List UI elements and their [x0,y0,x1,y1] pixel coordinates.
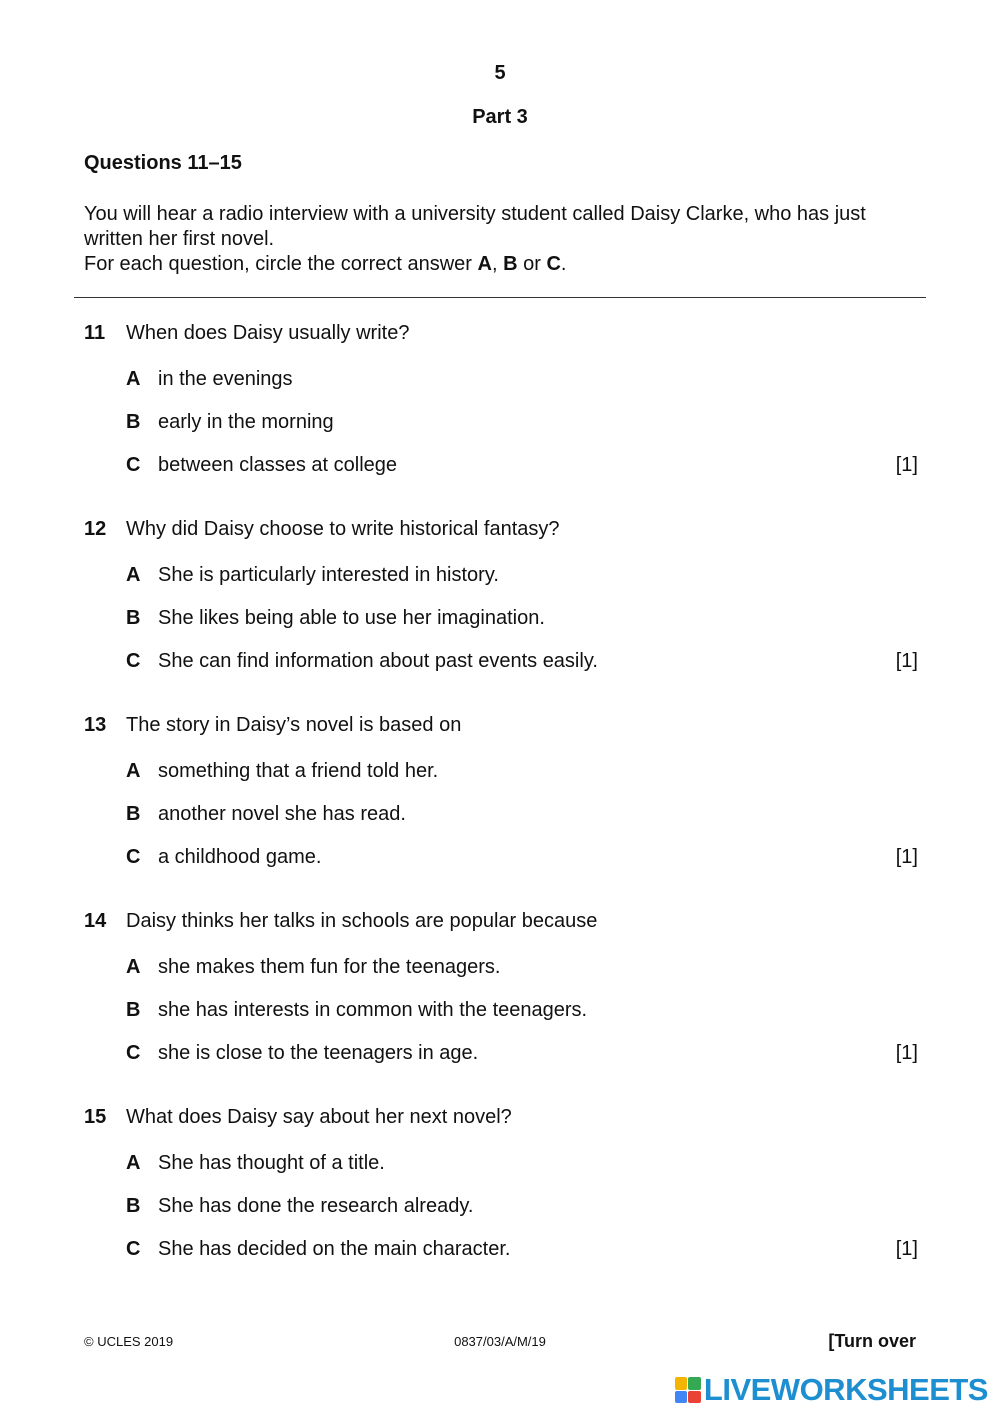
option-text: She can find information about past events easily. [158,650,598,672]
option-letter: A [126,368,141,390]
instructions-line-1: You will hear a radio interview with a university student called Daisy Clarke, who has just written her first novel. [84,203,866,250]
logo-square [688,1377,701,1390]
liveworksheets-watermark [675,1372,988,1408]
option-text: She is particularly interested in history. [158,564,499,586]
mark-allocation: [1] [895,454,918,476]
mark-allocation: [1] [895,1238,918,1260]
mark-allocation: [1] [895,846,918,868]
instructions-separator: or [517,253,547,275]
option-text: she makes them fun for the teenagers. [158,956,501,978]
option-letter: A [126,760,141,782]
instructions-separator: , [491,253,504,275]
question-number: 14 [84,910,107,932]
paper-code: 0837/03/A/M/19 [454,1334,546,1349]
copyright: © UCLES 2019 [84,1334,174,1349]
instructions [84,202,884,277]
option-c[interactable] [126,452,397,478]
questions-range-heading: Questions 11–15 [84,152,242,174]
option-c[interactable] [126,1040,478,1066]
option-a[interactable] [126,366,293,392]
option-c[interactable] [126,1236,510,1262]
question-11 [84,320,918,500]
instructions-option-a: A [477,253,492,275]
option-text: She has thought of a title. [158,1152,385,1174]
option-a[interactable] [126,1150,385,1176]
option-text: She has done the research already. [158,1195,474,1217]
option-c[interactable] [126,844,321,870]
option-letter: B [126,1195,141,1217]
mark-allocation: [1] [895,650,918,672]
question-number: 15 [84,1106,107,1128]
question-text: Why did Daisy choose to write historical fantasy? [126,518,560,540]
mark-allocation: [1] [895,1042,918,1064]
page-number: 5 [494,62,506,84]
turn-over-label: [Turn over [828,1331,916,1351]
option-b[interactable] [126,605,545,631]
option-text: early in the morning [158,411,334,433]
option-letter: C [126,650,141,672]
question-text: Daisy thinks her talks in schools are popular because [126,910,598,932]
question-13 [84,712,918,892]
option-letter: C [126,454,141,476]
logo-square [675,1377,688,1390]
divider [74,297,926,298]
option-b[interactable] [126,997,587,1023]
option-letter: B [126,803,141,825]
question-text: The story in Daisy’s novel is based on [126,714,462,736]
option-letter: B [126,999,141,1021]
option-letter: A [126,564,141,586]
option-text: in the evenings [158,368,293,390]
option-letter: A [126,1152,141,1174]
question-12 [84,516,918,696]
option-text: She likes being able to use her imagination. [158,607,545,629]
option-b[interactable] [126,1193,473,1219]
option-text: she is close to the teenagers in age. [158,1042,479,1064]
option-letter: C [126,1238,141,1260]
instructions-line-2 [84,252,884,277]
option-text: something that a friend told her. [158,760,439,782]
option-letter: B [126,607,141,629]
instructions-option-c: C [546,253,561,275]
instructions-option-b: B [503,253,518,275]
option-text: a childhood game. [158,846,322,868]
option-text: between classes at college [158,454,398,476]
logo-square [688,1391,701,1404]
option-text: She has decided on the main character. [158,1238,511,1260]
option-a[interactable] [126,758,438,784]
option-a[interactable] [126,954,500,980]
part-title: Part 3 [472,106,528,128]
option-letter: B [126,411,141,433]
option-text: she has interests in common with the teenagers. [158,999,588,1021]
instructions-end: . [560,253,567,275]
question-number: 11 [84,322,106,344]
logo-square [675,1391,688,1404]
question-14 [84,908,918,1088]
liveworksheets-logo-text: LIVEWORKSHEETS [703,1372,988,1407]
option-letter: A [126,956,141,978]
question-text: When does Daisy usually write? [126,322,410,344]
option-b[interactable] [126,409,334,435]
question-number: 12 [84,518,107,540]
liveworksheets-logo-icon [675,1377,701,1403]
option-a[interactable] [126,562,499,588]
option-c[interactable] [126,648,598,674]
option-text: another novel she has read. [158,803,406,825]
question-text: What does Daisy say about her next novel? [126,1106,512,1128]
option-letter: C [126,1042,141,1064]
question-number: 13 [84,714,107,736]
question-15 [84,1104,918,1284]
option-letter: C [126,846,141,868]
instructions-prefix: For each question, circle the correct answer [84,253,478,275]
option-b[interactable] [126,801,406,827]
